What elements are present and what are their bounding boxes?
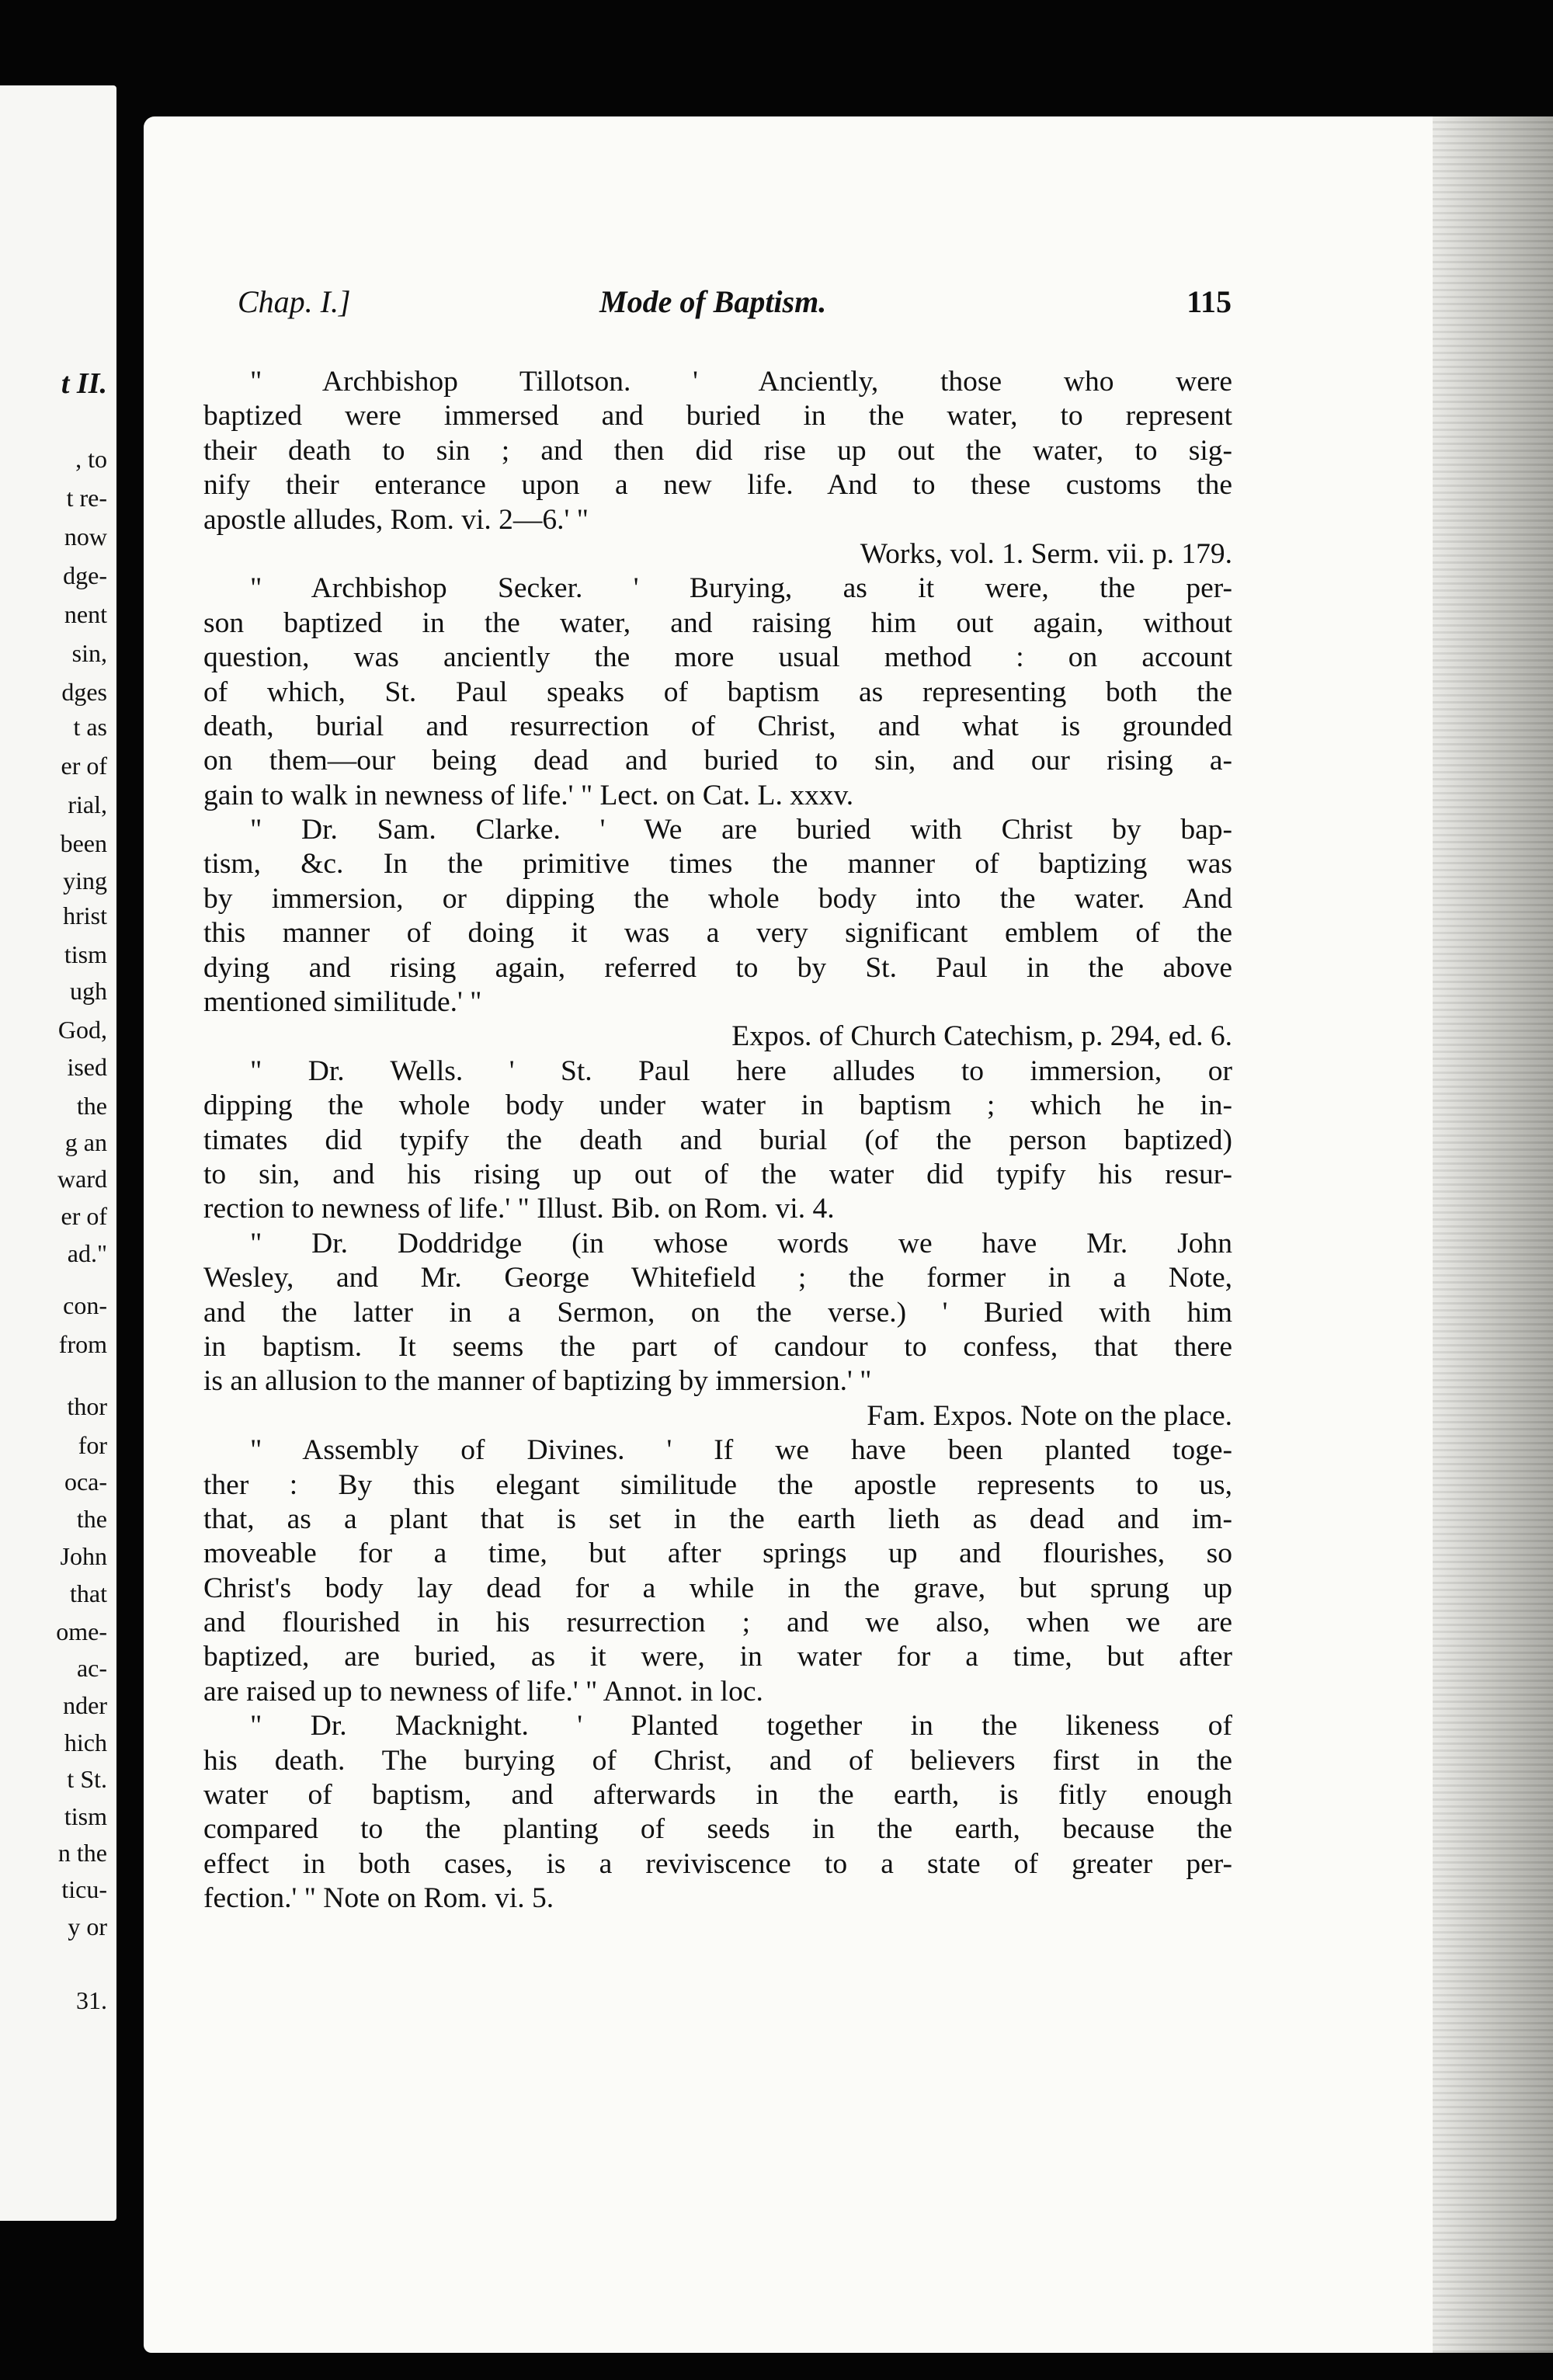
previous-page-fragment: n the (57, 1839, 107, 1867)
previous-page-fragment: dge- (63, 561, 107, 589)
text-line: " Dr. Macknight. ' Planted together in the likeness of (250, 1710, 1232, 1742)
previous-page-fragment: John (60, 1542, 107, 1570)
text-line: effect in both cases, is a reviviscence to a state of greater per- (203, 1847, 1232, 1880)
previous-page-fragment: t St. (67, 1765, 107, 1793)
text-line: " Dr. Wells. ' St. Paul here alludes to immersion, or (250, 1054, 1232, 1087)
text-line: and flourished in his resurrection ; and we also, when we are (203, 1607, 1232, 1639)
text-line: baptized, are buried, as it were, in water for a time, but after (203, 1641, 1232, 1673)
page-edge-shadow (1433, 116, 1553, 2353)
text-line: compared to the planting of seeds in the earth, because the (203, 1813, 1232, 1846)
text-line: question, was anciently the more usual method : on account (203, 641, 1232, 674)
text-line: apostle alludes, Rom. vi. 2—6.' " (203, 503, 589, 536)
text-line: are raised up to newness of life.' " Annot. in loc. (203, 1675, 763, 1708)
text-line: moveable for a time, but after springs up and flourishes, so (203, 1537, 1232, 1570)
text-line: is an allusion to the manner of baptizing by immersion.' " (203, 1365, 872, 1398)
text-line: that, as a plant that is set in the earth lieth as dead and im- (203, 1503, 1232, 1535)
previous-page-fragment: con- (63, 1291, 107, 1319)
running-head (238, 283, 1232, 330)
text-line: " Dr. Sam. Clarke. ' We are buried with Christ by bap- (250, 814, 1232, 846)
previous-page-fragment: ticu- (61, 1875, 107, 1903)
previous-page-fragment: that (70, 1579, 107, 1607)
text-line: Expos. of Church Catechism, p. 294, ed. 6. (731, 1020, 1232, 1053)
text-line: Wesley, and Mr. George Whitefield ; the former in a Note, (203, 1262, 1232, 1294)
text-line: by immersion, or dipping the whole body into the water. And (203, 882, 1232, 915)
previous-page-fragment: tism (64, 1802, 107, 1830)
text-line: their death to sin ; and then did rise up out the water, to sig- (203, 434, 1232, 467)
previous-page-fragment: for (78, 1431, 107, 1459)
text-line: to sin, and his rising up out of the water did typify his resur- (203, 1158, 1232, 1190)
previous-page-fragment: from (58, 1330, 107, 1358)
previous-page-fragment: oca- (64, 1468, 107, 1496)
previous-page-fragment: nder (63, 1691, 107, 1719)
previous-page-fragment: nent (64, 600, 107, 628)
text-line: nify their enterance upon a new life. And to these customs the (203, 469, 1232, 502)
text-line: water of baptism, and afterwards in the earth, is fitly enough (203, 1779, 1232, 1812)
previous-page-fragment: the (76, 1505, 107, 1533)
previous-page-fragment: the (76, 1092, 107, 1120)
previous-page-fragment: t re- (66, 484, 107, 512)
text-line: rection to newness of life.' " Illust. Bib. on Rom. vi. 4. (203, 1193, 835, 1225)
previous-page-fragment: g an (64, 1128, 107, 1156)
previous-page-fragment: y or (68, 1913, 107, 1940)
previous-page-fragment: rial, (68, 790, 107, 818)
previous-page-fragment: t as (73, 713, 107, 741)
text-line: this manner of doing it was a very significant emblem of the (203, 917, 1232, 950)
previous-page-fragment: God, (57, 1016, 107, 1044)
previous-page-fragment: ying (63, 867, 107, 895)
previous-page-fragment: , to (75, 445, 107, 473)
page-body-text (203, 365, 1232, 1916)
running-title: Mode of Baptism. (599, 284, 827, 319)
text-line: Fam. Expos. Note on the place. (867, 1399, 1232, 1432)
text-line: timates did typify the death and burial (of the person baptized) (203, 1124, 1232, 1156)
text-line: son baptized in the water, and raising him out again, without (203, 606, 1232, 639)
previous-page-fragment: hrist (63, 902, 107, 929)
previous-page-fragment: hich (64, 1729, 107, 1756)
previous-page-fragment: ome- (56, 1617, 107, 1645)
text-line: ther : By this elegant similitude the apostle represents to us, (203, 1468, 1232, 1501)
previous-page-fragment: t II. (61, 367, 107, 400)
previous-page-fragment: ac- (76, 1654, 107, 1682)
previous-page-fragment: ised (67, 1053, 107, 1081)
text-line: in baptism. It seems the part of candour to confess, that there (203, 1330, 1232, 1363)
previous-page-fragment: thor (67, 1392, 107, 1420)
text-line: Works, vol. 1. Serm. vii. p. 179. (860, 537, 1232, 570)
text-line: fection.' " Note on Rom. vi. 5. (203, 1882, 554, 1915)
text-line: " Archbishop Tillotson. ' Anciently, those who were (250, 366, 1232, 398)
previous-page-fragment: ward (57, 1165, 107, 1193)
text-line: tism, &c. In the primitive times the manner of baptizing was (203, 848, 1232, 881)
text-line: " Archbishop Secker. ' Burying, as it were, the per- (250, 572, 1232, 605)
previous-page-fragment: ugh (70, 977, 107, 1005)
previous-page-fragment: 31. (76, 1986, 107, 2014)
chapter-label: Chap. I.] (238, 284, 351, 319)
text-line: death, burial and resurrection of Christ, and what is grounded (203, 710, 1232, 742)
previous-page-fragment: dges (61, 678, 107, 706)
previous-page-fragment: tism (64, 940, 107, 968)
text-line: of which, St. Paul speaks of baptism as representing both the (203, 676, 1232, 708)
text-line: and the latter in a Sermon, on the verse.) ' Buried with him (203, 1296, 1232, 1329)
text-line: his death. The burying of Christ, and of believers first in the (203, 1744, 1232, 1777)
text-line: dying and rising again, referred to by St. Paul in the above (203, 951, 1232, 984)
previous-page-fragment: er of (61, 1202, 107, 1230)
previous-page-fragment: now (64, 523, 107, 551)
page-number: 115 (1186, 284, 1232, 319)
text-line: on them—our being dead and buried to sin, and our rising a- (203, 745, 1232, 777)
previous-page-fragment: sin, (71, 639, 107, 667)
text-line: mentioned similitude.' " (203, 986, 482, 1019)
previous-page (0, 85, 116, 2221)
text-line: " Assembly of Divines. ' If we have been planted toge- (250, 1434, 1232, 1467)
text-line: baptized were immersed and buried in the water, to represent (203, 400, 1232, 433)
text-line: " Dr. Doddridge (in whose words we have Mr. John (250, 1227, 1232, 1259)
previous-page-fragment: been (60, 829, 107, 857)
previous-page-fragment: er of (61, 752, 107, 780)
text-line: gain to walk in newness of life.' " Lect. on Cat. L. xxxv. (203, 779, 854, 811)
text-line: Christ's body lay dead for a while in the grave, but sprung up (203, 1572, 1232, 1604)
text-line: dipping the whole body under water in baptism ; which he in- (203, 1089, 1232, 1122)
previous-page-fragment: ad." (67, 1239, 107, 1267)
previous-page-text-fragments (0, 367, 116, 2159)
